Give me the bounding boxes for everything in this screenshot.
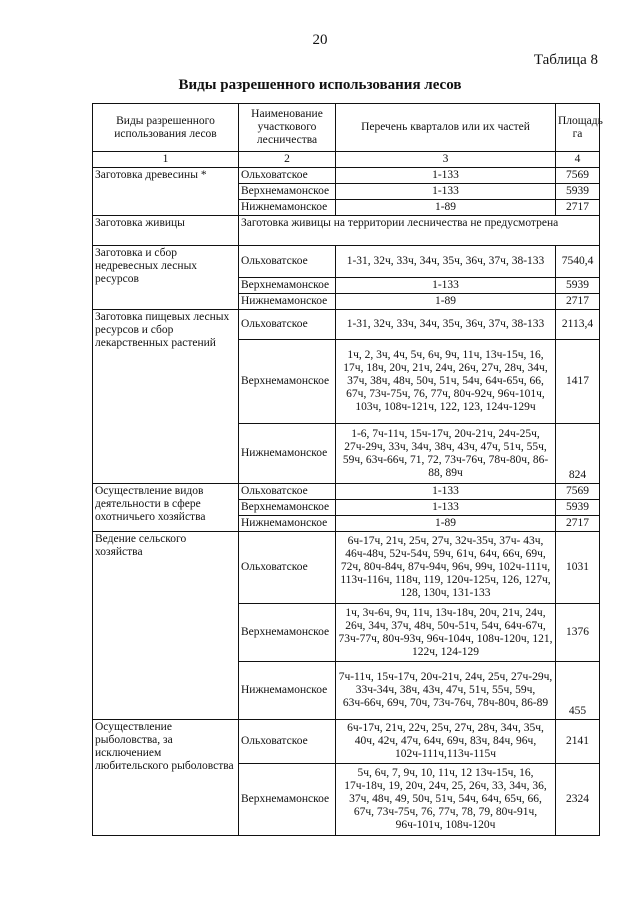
table-row bbox=[93, 532, 600, 604]
forestry-name: Верхнемамонское bbox=[239, 604, 336, 662]
quarters-list: 1-133 bbox=[336, 500, 556, 516]
table-label: Таблица 8 bbox=[533, 52, 598, 68]
forestry-name: Ольховатское bbox=[239, 720, 336, 764]
header-area: Площадь га bbox=[556, 104, 600, 152]
quarters-list: 7ч-11ч, 15ч-17ч, 20ч-21ч, 24ч, 25ч, 27ч-29ч, 33ч-34ч, 38ч, 43ч, 47ч, 51ч, 55ч, 59ч, 63ч-66ч, 69ч, 70ч, 73ч-76ч, 78ч-80ч, 86-89 bbox=[336, 662, 556, 720]
table-row bbox=[93, 484, 600, 500]
area-value: 1376 bbox=[556, 604, 600, 662]
area-value: 2717 bbox=[556, 200, 600, 216]
area-value: 455 bbox=[556, 662, 600, 720]
quarters-list: 1ч, 3ч-6ч, 9ч, 11ч, 13ч-18ч, 20ч, 21ч, 24ч, 26ч, 34ч, 37ч, 48ч, 50ч-51ч, 54ч, 64ч-67ч, 73ч-77ч, 80ч-93ч, 96ч-104ч, 108ч-120ч, 121, 122ч, 124-129 bbox=[336, 604, 556, 662]
quarters-list: 1-133 bbox=[336, 278, 556, 294]
column-number-row bbox=[93, 152, 600, 168]
quarters-list: 1-133 bbox=[336, 184, 556, 200]
quarters-list: 1-89 bbox=[336, 294, 556, 310]
forestry-name: Верхнемамонское bbox=[239, 278, 336, 294]
column-number: 2 bbox=[239, 152, 336, 168]
quarters-list: 6ч-17ч, 21ч, 22ч, 25ч, 27ч, 28ч, 34ч, 35ч, 40ч, 42ч, 47ч, 64ч, 69ч, 83ч, 84ч, 96ч, 102ч-111ч,113ч-115ч bbox=[336, 720, 556, 764]
table-title: Виды разрешенного использования лесов bbox=[178, 77, 462, 93]
area-value: 7540,4 bbox=[556, 246, 600, 278]
forestry-name: Верхнемамонское bbox=[239, 184, 336, 200]
quarters-list: 6ч-17ч, 21ч, 25ч, 27ч, 32ч-35ч, 37ч- 43ч, 46ч-48ч, 52ч-54ч, 59ч, 61ч, 64ч, 66ч, 69ч, 72ч, 80ч-84ч, 87ч-94ч, 96ч, 99ч, 102ч-111ч, 113ч-116ч, 118ч, 119, 120ч-125ч, 126, 127ч, 128, 130ч, 131-133 bbox=[336, 532, 556, 604]
forestry-name: Верхнемамонское bbox=[239, 764, 336, 836]
column-number: 4 bbox=[556, 152, 600, 168]
area-value: 5939 bbox=[556, 278, 600, 294]
forestry-name: Верхнемамонское bbox=[239, 500, 336, 516]
forestry-name: Нижнемамонское bbox=[239, 424, 336, 484]
table-row bbox=[93, 310, 600, 340]
quarters-list: 1-89 bbox=[336, 200, 556, 216]
note-text: Заготовка живицы на территории лесничества не предусмотрена bbox=[239, 216, 600, 246]
quarters-list: 5ч, 6ч, 7, 9ч, 10, 11ч, 12 13ч-15ч, 16, 17ч-18ч, 19, 20ч, 24ч, 25, 26ч, 33, 34ч, 36, 37ч, 48ч, 49, 50ч, 51ч, 54ч, 64ч, 65ч, 66, 67ч, 73ч-75ч, 76, 77ч, 78, 79, 80ч-91ч, 96ч-101ч, 108ч-120ч bbox=[336, 764, 556, 836]
quarters-list: 1-31, 32ч, 33ч, 34ч, 35ч, 36ч, 37ч, 38-133 bbox=[336, 310, 556, 340]
header-row bbox=[93, 104, 600, 152]
forestry-name: Ольховатское bbox=[239, 484, 336, 500]
area-value: 7569 bbox=[556, 484, 600, 500]
table-row bbox=[93, 246, 600, 278]
area-value: 2717 bbox=[556, 294, 600, 310]
use-type: Заготовка живицы bbox=[93, 216, 239, 246]
forestry-name: Нижнемамонское bbox=[239, 516, 336, 532]
forestry-name: Верхнемамонское bbox=[239, 340, 336, 424]
area-value: 824 bbox=[556, 424, 600, 484]
forestry-name: Нижнемамонское bbox=[239, 200, 336, 216]
quarters-list: 1-133 bbox=[336, 484, 556, 500]
quarters-list: 1-133 bbox=[336, 168, 556, 184]
area-value: 7569 bbox=[556, 168, 600, 184]
use-type: Заготовка и сбор недревесных лесных ресурсов bbox=[93, 246, 239, 310]
area-value: 2324 bbox=[556, 764, 600, 836]
forestry-name: Ольховатское bbox=[239, 168, 336, 184]
forestry-name: Ольховатское bbox=[239, 532, 336, 604]
use-type: Осуществление рыболовства, за исключением любительского рыболовства bbox=[93, 720, 239, 836]
area-value: 1031 bbox=[556, 532, 600, 604]
forestry-name: Нижнемамонское bbox=[239, 662, 336, 720]
column-number: 3 bbox=[336, 152, 556, 168]
area-value: 2717 bbox=[556, 516, 600, 532]
quarters-list: 1-89 bbox=[336, 516, 556, 532]
header-use: Виды разрешенного использования лесов bbox=[93, 104, 239, 152]
area-value: 1417 bbox=[556, 340, 600, 424]
header-quarters: Перечень кварталов или их частей bbox=[336, 104, 556, 152]
forestry-name: Ольховатское bbox=[239, 310, 336, 340]
use-type: Осуществление видов деятельности в сфере охотничьего хозяйства bbox=[93, 484, 239, 532]
column-number: 1 bbox=[93, 152, 239, 168]
forest-use-table bbox=[92, 103, 603, 836]
forestry-name: Ольховатское bbox=[239, 246, 336, 278]
use-type: Ведение сельского хозяйства bbox=[93, 532, 239, 720]
forestry-name: Нижнемамонское bbox=[239, 294, 336, 310]
area-value: 2113,4 bbox=[556, 310, 600, 340]
quarters-list: 1-6, 7ч-11ч, 15ч-17ч, 20ч-21ч, 24ч-25ч, 27ч-29ч, 33ч, 34ч, 38ч, 43ч, 47ч, 51ч, 55ч, 59ч, 63ч-66ч, 71, 72, 73ч-76ч, 78ч-80ч, 86-88, 89ч bbox=[336, 424, 556, 484]
area-value: 2141 bbox=[556, 720, 600, 764]
use-type: Заготовка пищевых лесных ресурсов и сбор лекарственных растений bbox=[93, 310, 239, 484]
area-value: 5939 bbox=[556, 184, 600, 200]
use-type: Заготовка древесины * bbox=[93, 168, 239, 216]
area-value: 5939 bbox=[556, 500, 600, 516]
table-row bbox=[93, 168, 600, 184]
table-row bbox=[93, 216, 600, 246]
table-row bbox=[93, 720, 600, 764]
quarters-list: 1ч, 2, 3ч, 4ч, 5ч, 6ч, 9ч, 11ч, 13ч-15ч, 16, 17ч, 18ч, 20ч, 21ч, 24ч, 26ч, 27ч, 28ч, 34ч, 37ч, 38ч, 48ч, 50ч, 51ч, 54ч, 64ч-65ч, 66, 67ч, 73ч-75ч, 76, 77ч, 80ч-92ч, 96ч-101ч, 103ч, 108ч-121ч, 122, 123, 124ч-129ч bbox=[336, 340, 556, 424]
page-number: 20 bbox=[312, 32, 328, 48]
quarters-list: 1-31, 32ч, 33ч, 34ч, 35ч, 36ч, 37ч, 38-133 bbox=[336, 246, 556, 278]
header-forestry: Наименование участкового лесничества bbox=[239, 104, 336, 152]
